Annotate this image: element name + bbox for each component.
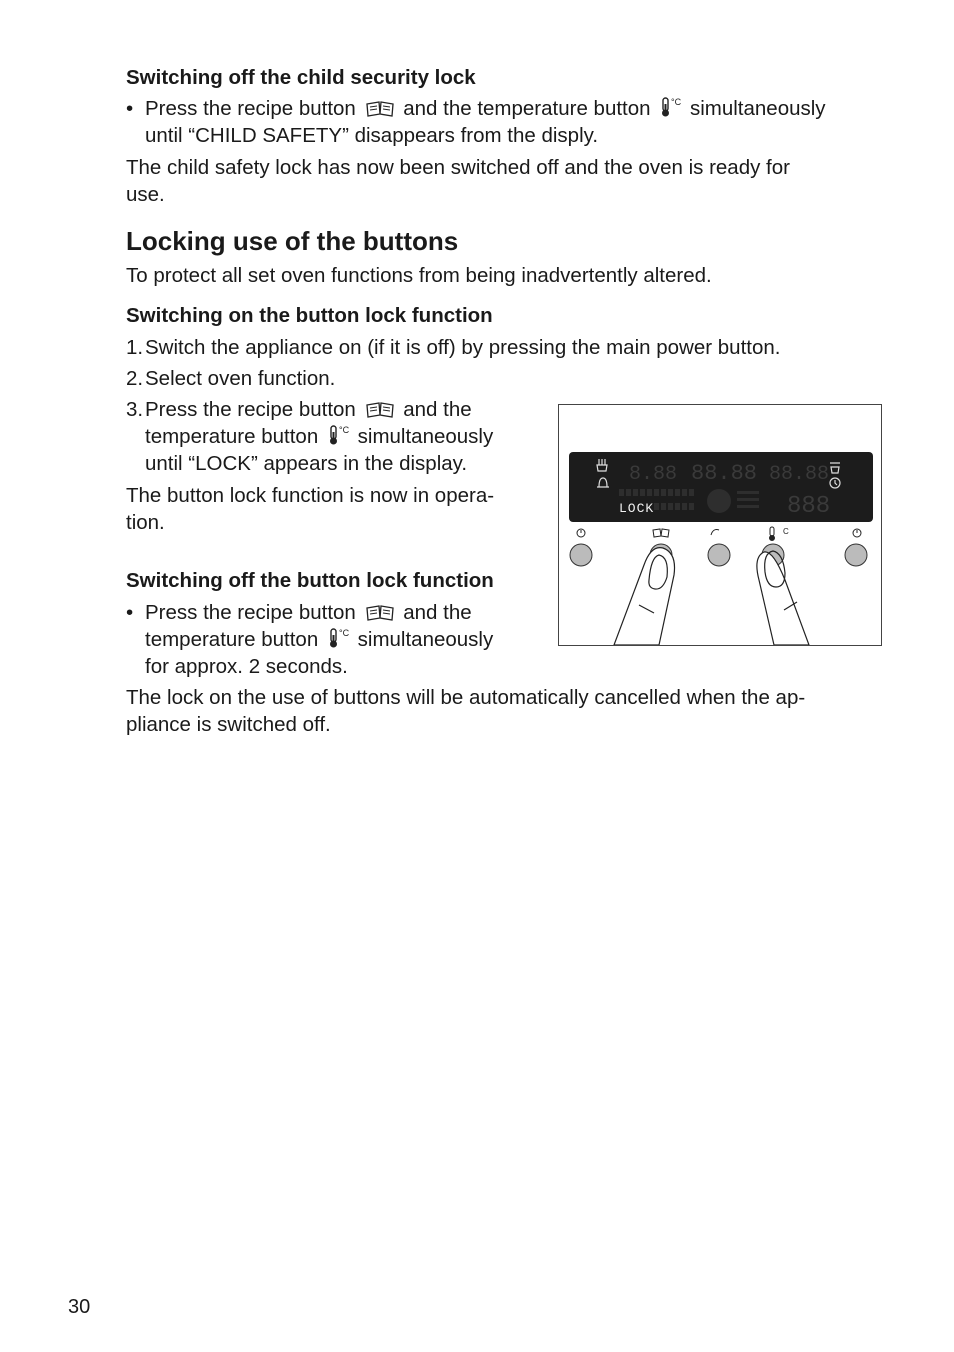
svg-text:°C: °C: [338, 628, 349, 638]
temperature-icon: [659, 96, 681, 125]
finger-left: [614, 548, 675, 645]
list-item: • Press the recipe button and the temperature button °C simultaneously: [126, 95, 826, 125]
temperature-icon: [327, 424, 349, 453]
control-panel-illustration: [558, 404, 882, 646]
list-item: • Press the recipe button and the: [126, 599, 472, 629]
paragraph-text: The button lock function is now in opera-: [126, 484, 495, 507]
list-item-continued: temperature button °C simultaneously: [145, 626, 493, 656]
list-item-continued: temperature button °C simultaneously: [145, 423, 493, 453]
list-item-continued: for approx. 2 seconds.: [145, 655, 348, 678]
svg-text:C: C: [783, 527, 789, 536]
paragraph-text: The lock on the use of buttons will be automatically cancelled when the ap-: [126, 686, 806, 709]
paragraph-text: pliance is switched off.: [126, 713, 331, 736]
list-item-continued: until “LOCK” appears in the display.: [145, 452, 468, 475]
recipe-book-icon: [365, 602, 395, 629]
recipe-book-icon: [653, 529, 669, 537]
panel-button-function: [708, 544, 730, 566]
svg-text:°C: °C: [338, 425, 349, 435]
display-lock-text: LOCK: [619, 501, 655, 516]
temperature-icon: [327, 627, 349, 656]
svg-text:88.88: 88.88: [769, 463, 830, 486]
list-item-continued: until “CHILD SAFETY” disappears from the disply.: [145, 124, 599, 147]
control-panel-drawing: [559, 405, 881, 645]
svg-text:88.88: 88.88: [691, 461, 758, 486]
heading-locking-buttons: Locking use of the buttons: [126, 226, 459, 256]
paragraph-text: The child safety lock has now been switched off and the oven is ready for: [126, 156, 790, 179]
panel-buttons: [570, 544, 867, 566]
paragraph-text: To protect all set oven functions from being inadvertently altered.: [126, 264, 712, 287]
page-number: 30: [68, 1296, 91, 1318]
svg-text:888: 888: [787, 493, 831, 520]
list-item: 2.Select oven function.: [126, 367, 336, 390]
list-item: 1.Switch the appliance on (if it is off) by pressing the main power button.: [126, 336, 781, 359]
panel-button-right: [845, 544, 867, 566]
list-item: 3.Press the recipe button and the: [126, 396, 472, 426]
heading-switch-off-child-lock: Switching off the child security lock: [126, 66, 476, 89]
button-label-icons: [577, 527, 861, 541]
function-icon: [711, 530, 719, 535]
paragraph-text: use.: [126, 183, 165, 206]
svg-text:8.88: 8.88: [629, 463, 678, 486]
heading-switch-off-button-lock: Switching off the button lock function: [126, 569, 494, 592]
recipe-book-icon: [365, 98, 395, 125]
svg-text:°C: °C: [671, 97, 682, 107]
recipe-book-icon: [365, 399, 395, 426]
heading-switch-on-button-lock: Switching on the button lock function: [126, 304, 493, 327]
panel-button-left: [570, 544, 592, 566]
paragraph-text: tion.: [126, 511, 165, 534]
temperature-icon: [770, 527, 774, 536]
